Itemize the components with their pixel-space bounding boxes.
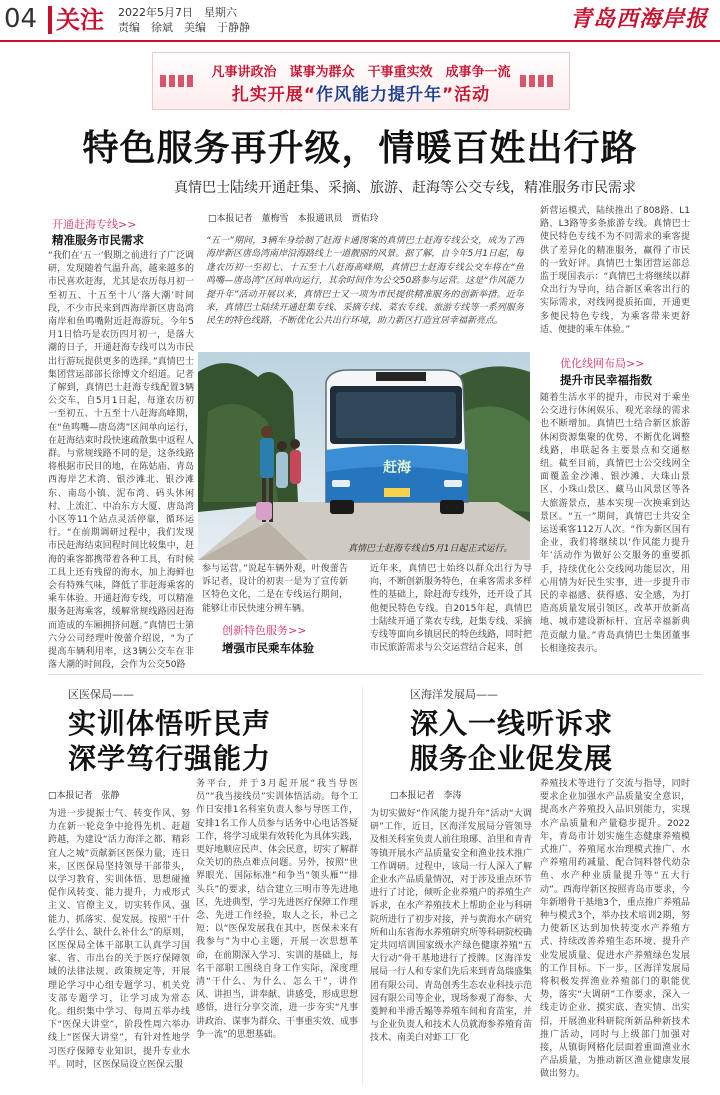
newspaper-logo: 青岛西海岸报 [570,6,709,32]
photo-caption: 真情巴士赶海专线自5月1日起正式运行。 [348,544,513,554]
section3-body: 近年来，真情巴士始终以群众出行为导向，不断创新服务特色，在乘客需求多样性的基础上，除赶海专线外，还开设了其他便民特色专线。自2015年起，真情巴士陆续开通了菜农专线，赶集专线、采摘专线等面向乡镇居民的特色线路，同时把市民旅游需求与公交运营结合起来，创 [370,564,532,654]
issue-editors: 责编 徐斌 美编 于静静 [118,21,250,34]
campaign-banner [152,52,570,110]
lower-right-body-a: 为切实做好“作风能力提升年”活动“大调研”工作，近日，区海洋发展局分管领导及相关科室负责人前往琅琊、泊里和青青等镇开展水产品质量安全和渔业技术推广工作调研。过程中，该局一行人深入了解企业水产品质量情况，对于涉及重点环节进行了讨论，倾听企业养殖户的养殖生产诉求，在水产养殖技术上帮助企业与科研院所进行了初步对接，并与黄海水产研究所和山东省海水养殖研究所等科研院校确定共同培训国家级水产绿色健康养殖“五大行动”骨干基地进行了授牌。区海洋发展局一行人和专家们先后来到青岛瑞盛集团有限公司、青岛创秀生态农业科技示范园有限公司等企业，现场参观了海参、大菱鲆和半滑舌鳎等养殖车间和育苗室，并与企业负责人和技术人员就海参养殖育苗技术、南美白对虾工厂化 [370,809,532,1044]
lower-left-body-b: 务平台，并于3月起开展“我当导医员”“我当接线员”实训体悟活动。每个工作日安排1名科室负责人参与导医工作，安排1名工作人员参与话务中心电话答疑工作，将学习成果有效转化为具体实践，更好地顺应民声、体会民意，切实了解群众关切的热点难点问题。另外，按照“世界眼光、国际标准”和争当“领头雁”“排头兵”的要求，结合建立三明市等先进地区，先进典型，学习先进医疗保障工作理念、先进工作经验，取人之长，补己之短；以“医保发展我在其中，医保未来有我参与”为中心主题，开展一次思想革命，在前期深入学习、实训的基础上，每名干部职工围绕自身工作实际，深度理清“干什么、为什么、怎么干”，讲作风、讲担当，讲奉献、讲感受，形成思想感悟，进行分享交流，进一步夯实“凡事讲政治、谋事为群众、干事重实效、成事争一流”的思想基础。 [196,779,358,1040]
lower-right-body-b: 养殖技术等进行了交流与指导，同时要求企业加强水产品质量安全意识，提高水产养殖投入品识别能力，实现水产品质量和产量稳步提升。2022年，青岛市计划实施生态健康养殖模式推广、养殖尾水治理模式推广、水产养殖用药减量、配合饲料替代幼杂鱼、水产种业质量提升等“五大行动”。西海岸新区按照青岛市要求，今年新增骨干基地3个，重点推广养殖品种与模式3个，举办技术培训2期，努力使新区达到加快转变水产养殖方式、持续改善养殖生态环境、提升产业发展质量、促进水产养殖绿色发展的工作目标。下一步，区海洋发展局将积极发挥渔业养殖部门的职能优势，落实“大调研”工作要求，深入一线走访企业、摸实底、查实情、出实招，开展渔业科研院所新品种新技术推广活动，同时与上级部门加强对接，从镇街网格化层面着重面渔业水产品质量，为推动新区渔业健康发展做出努力。 [540,779,690,1080]
section1-heading: 精准服务市民需求 [52,233,144,247]
section4-label: 优化线网布局>> [560,357,645,370]
bus-photo-illustration [198,352,530,560]
banner-title-highlight: 作风能力提升年 [316,85,442,105]
banner-right-ornament [520,75,556,87]
section1-label: 开通赶海专线>> [52,218,137,231]
issue-date: 2022年5月7日 星期六 [118,6,237,19]
section2-label: 创新特色服务>> [222,624,307,637]
lower-right-headline-line1: 深入一线听诉求 [410,707,614,740]
lower-right-department: 区海洋发展局—— [410,688,498,701]
lower-right-byline: □本报记者 李涛 [390,791,462,801]
lower-left-headline-line1: 实训体悟听民声 [68,707,272,740]
banner-left-ornament [160,75,196,87]
intro-box [200,207,530,347]
lower-right-headline [410,706,650,776]
section4-body-top: 新营运模式，陆续推出了808路、L1路、L3路等多条旅游专线。真情巴士使民特色专线不为不同需求的乘客提供了差异化的精准服务，赢得了市民的一致好评。真情巴士集团营运部总监于现国表示：“真情巴士将继续以群众出行为导向，结合新区乘客出行的实际需求，对线网提质拓面，开通更多便民特色专线，为乘客带来更舒适、便捷的乘车体验。” [540,206,690,335]
lower-left-headline-line2: 深学笃行强能力 [68,742,272,775]
section2-heading: 增强市民乘车体验 [222,641,314,655]
section4-heading: 提升市民幸福指数 [560,373,652,387]
main-subheadline: 真情巴士陆续开通赶集、采摘、旅游、赶海等公交专线，精准服务市民需求 [174,180,636,196]
intro-text: “五一”期间，3辆车身绘制了赶海卡通图案的真情巴士赶海专线公交，成为了西海岸新区唐岛湾南岸沿海路线上一道靓丽的风景。据了解，自今年5月1日起，每逢农历初一至初七、十五至十八赶海高峰期，真情巴士赶海专线公交车将在“鱼鸣嘴—唐岛湾”区间单向运行，其余时间作为公交50路参与运营。这是“作风能力提升年”活动开展以来，真情巴士又一项为市民提供精准服务的创新举措。近年来，真情巴士陆续开通赶集专线、采摘专线、菜农专线、旅游专线等一系列服务民生的特色线路，不断优化公共出行环境，助力新区打造宜居幸福新亮点。 [206,236,524,327]
column-rule [362,686,363,1086]
lower-left-department: 区医保局—— [68,688,134,701]
section-divider [48,674,702,675]
page-number: 04 [4,4,38,34]
main-headline: 特色服务再升级，情暖百姓出行路 [82,128,638,169]
intro-byline: □本报记者 董梅雪 本报通讯员 贾佑玲 [208,214,379,224]
lower-left-headline [68,706,308,776]
banner-title-post: ”活动 [442,85,491,105]
section2-body: 参与运营。”说起车辆外观，叶俊蕾告诉记者，设计的初衷一是为了宣传新区特色文化，二是在专线运行期间，能够让市民快速分辨车辆。 [202,564,348,614]
section-title: 关注 [56,6,104,34]
bus-photo [198,352,530,560]
banner-title [153,80,569,105]
section4-body-bottom: 随着生活水平的提升，市民对于乘坐公交进行休闲娱乐、观光亲绿的需求也不断增加。真情巴士结合新区旅游休闲资源集聚的优势，不断优化调整线路，串联起各主要景点和交通枢纽。截至目前，真情巴士公交线网全面覆盖金沙滩、银沙滩、大珠山景区、小珠山景区、藏马山风景区等各大旅游景点，基本实现一次换乘到达景区。“五一”期间，真情巴士共安全运送乘客112万人次。“作为新区国有企业，我们将继续以‘作风能力提升年’活动作为做好公交服务的重要抓手，持续优化公交线网功能层次，用心用情为好民生实事，进一步提升市民的幸福感、获得感、安全感，为打造高质量发展引领区，改革开放新高地、城市建设新标杆、宜居幸福新典范贡献力量。”青岛真情巴士集团董事长相逢按表示。 [540,393,690,654]
lower-right-headline-line2: 服务企业促发展 [410,742,614,775]
section1-body: “我们在‘五一’假期之前进行了广泛调研，发现随着气温升高，越来越多的市民喜欢赶海，尤其是农历每月初一至初五、十五至十八‘落大潮’时间段，不少市民来到西海岸新区唐岛湾南岸和鱼鸣嘴附近赶海游玩。今年5月1日恰巧是农历四月初一，是落大潮的日子，开通赶海专线可以为市民出行游玩提供更多的选择。”真情巴士集团营运部部长徐博文介绍道。记者了解到，真情巴士赶海专线配置3辆公交车，自5月1日起，每逢农历初一至初五、十五至十八赶海高峰期，在“鱼鸣嘴—唐岛湾”区间单向运行，在赶海结束时段快速疏散集中返程人群。与常规线路不同的是，这条线路将根据市民目的地，在陈姑庙、青岛西海岸艺术湾、银沙滩北、银沙滩东、南岛小镇、泥布湾、码头休闲村、上流汇、中冶东方大厦、唐岛湾小区等11个站点灵活停靠，循环运行。“在前期调研过程中，我们发现市民赶海结束回程时间比较集中，赶海的乘客都携带着各种工具，有时候工具上还有残留的海水，加上海鲜也会有特殊气味，降低了非赶海乘客的乘车体验。开通赶海专线，可以精准服务赶海乘客，缓解常规线路因赶海而造成的车厢拥挤问题。”真情巴士第六分公司经理叶俊蕾介绍说，“为了提高车辆利用率，这3辆公交车在非落大潮的时间段，会作为公交50路 [48,251,194,670]
page-separator [48,6,52,34]
bus-side-sign: 赶海 [383,460,411,476]
banner-slogan: 凡事讲政治 谋事为群众 干事重实效 成事争一流 [211,65,511,80]
lower-left-body-a: 为进一步提振士气、转变作风、努力在新一轮竞争中抢得先机、赶超跨越，为建设“活力海洋之都、精彩宜人之城”贡献新区医保力量，连日来，区医保局坚持领导干部带头，以学习教育、实训体悟、思想碰撞促作风转变、能力提升，力戒形式主义、官僚主义，切实转作风、强能力、抓落实、促发展。按照“干什么学什么、缺什么补什么”的原则，区医保局全体干部职工认真学习国家、省、市出台的关于医疗保障领域的法律法规、政策规定等，开展理论学习中心组专题学习、机关党支部专题学习，让学习成为常态化。组织集中学习、每周五举办线下“医保大讲堂”，阶段性周六举办线上“医保大讲堂”，有针对性地学习医疗保障专业知识，提升专业水平。同时，区医保局设立医保云服 [48,809,190,1070]
banner-title-pre: 扎实开展“ [231,85,316,105]
lower-left-byline: □本报记者 张静 [48,791,120,801]
